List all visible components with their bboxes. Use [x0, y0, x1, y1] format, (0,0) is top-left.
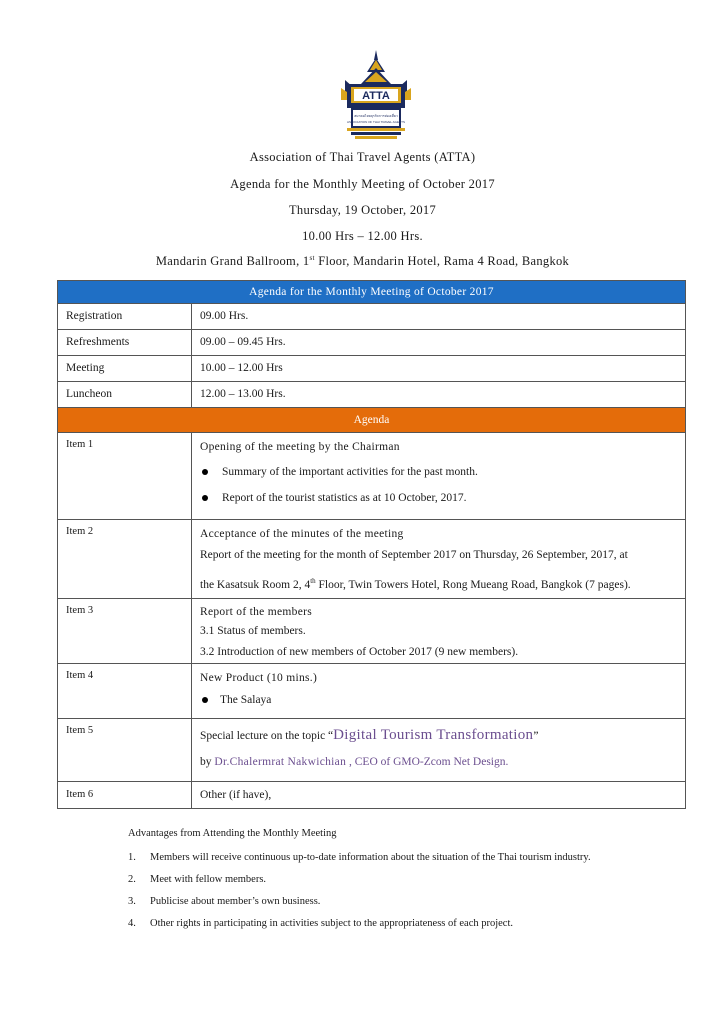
bullet-item: Report of the tourist statistics as at 10 October, 2017. — [200, 485, 677, 511]
item-title: Report of the members — [200, 606, 313, 618]
advantage-number: 1. — [128, 852, 136, 863]
document-title: Agenda for the Monthly Meeting of October 2017 — [230, 177, 495, 191]
speaker-by: by — [200, 756, 215, 768]
meeting-time: 10.00 Hrs – 12.00 Hrs. — [302, 229, 423, 243]
bullet-item: Summary of the important activities for the past month. — [200, 459, 677, 485]
agenda-item-4 — [58, 664, 686, 719]
agenda-item-2 — [58, 520, 686, 599]
schedule-row — [58, 382, 686, 408]
item-title: Opening of the meeting by the Chairman — [200, 441, 400, 453]
schedule-row — [58, 304, 686, 330]
lecture-prefix: Special lecture on the topic “ — [200, 730, 334, 742]
bullet-item: The Salaya — [200, 686, 677, 714]
item-text — [200, 568, 677, 598]
advantages-list — [128, 850, 688, 938]
schedule-label: Meeting — [58, 356, 192, 382]
advantage-text: Meet with fellow members. — [150, 874, 267, 885]
item-text-superscript: th — [310, 577, 316, 585]
meeting-date: Thursday, 19 October, 2017 — [288, 203, 437, 217]
schedule-row — [58, 330, 686, 356]
item-label: Item 2 — [58, 520, 192, 599]
advantage-item — [128, 916, 688, 938]
item-label: Item 6 — [58, 782, 192, 809]
schedule-row — [58, 356, 686, 382]
advantage-text: Publicise about member’s own business. — [150, 896, 321, 907]
item-label: Item 5 — [58, 719, 192, 782]
agenda-item-1 — [58, 433, 686, 520]
advantage-number: 4. — [128, 918, 136, 929]
item-text: 3.2 Introduction of new members of October 2017 (9 new members). — [200, 646, 519, 658]
item-title: New Product (10 mins.) — [200, 672, 318, 684]
lecture-topic: Digital Tourism Transformation — [333, 727, 534, 743]
schedule-label: Luncheon — [58, 382, 192, 408]
schedule-label: Registration — [58, 304, 192, 330]
schedule-time: 12.00 – 13.00 Hrs. — [192, 382, 686, 408]
item-title: Acceptance of the minutes of the meeting — [200, 528, 404, 540]
logo-english-text: ASSOCIATION OF THAI TRAVEL AGENTS — [346, 120, 406, 124]
schedule-time: 10.00 – 12.00 Hrs — [192, 356, 686, 382]
agenda-item-5 — [58, 719, 686, 782]
venue-part-2: Floor, Mandarin Hotel, Rama 4 Road, Bangkok — [314, 254, 570, 269]
venue-part-1: Mandarin Grand Ballroom, 1 — [155, 254, 310, 269]
logo-thai-text: สมาคมไทยธุรกิจการท่องเที่ยว — [354, 114, 398, 118]
item-text: 3.1 Status of members. — [200, 625, 306, 637]
advantage-item — [128, 872, 688, 894]
schedule-time: 09.00 Hrs. — [192, 304, 686, 330]
item-text-part: Floor, Twin Towers Hotel, Rong Mueang Road, Bangkok (7 pages). — [315, 578, 631, 591]
advantage-text: Other rights in participating in activities subject to the appropriateness of each project. — [150, 918, 514, 929]
atta-logo — [337, 50, 415, 142]
item-label: Item 4 — [58, 664, 192, 719]
schedule-header-band: Agenda for the Monthly Meeting of October 2017 — [58, 281, 686, 304]
advantages-title: Advantages from Attending the Monthly Meeting — [128, 828, 337, 839]
advantage-number: 3. — [128, 896, 136, 907]
agenda-item-6 — [58, 782, 686, 809]
item-label: Item 3 — [58, 599, 192, 664]
schedule-label: Refreshments — [58, 330, 192, 356]
agenda-header-band: Agenda — [58, 408, 686, 433]
item-label: Item 1 — [58, 433, 192, 520]
lecture-line — [200, 723, 677, 748]
item-text-part: the Kasatsuk Room 2, 4 — [200, 578, 311, 591]
org-name: Association of Thai Travel Agents (ATTA) — [249, 150, 476, 164]
schedule-time: 09.00 – 09.45 Hrs. — [192, 330, 686, 356]
item-text: Other (if have), — [192, 782, 686, 809]
advantage-item — [128, 894, 688, 916]
venue-superscript: st — [309, 254, 315, 262]
agenda-table — [57, 280, 686, 809]
speaker-name: Dr.Chalermrat Nakwichian — [214, 756, 347, 768]
speaker-line — [200, 748, 677, 776]
agenda-item-3 — [58, 599, 686, 664]
item-text: Report of the meeting for the month of September 2017 on Thursday, 26 September, 2017, at — [200, 549, 628, 561]
lecture-suffix: ” — [533, 730, 539, 742]
advantage-text: Members will receive continuous up-to-date information about the situation of the Thai tourism industry. — [150, 852, 591, 863]
logo-text: ATTA — [362, 90, 390, 102]
speaker-title: , CEO of GMO-Zcom Net Design. — [346, 756, 509, 768]
meeting-venue — [0, 254, 725, 269]
advantage-item — [128, 850, 688, 872]
advantage-number: 2. — [128, 874, 136, 885]
